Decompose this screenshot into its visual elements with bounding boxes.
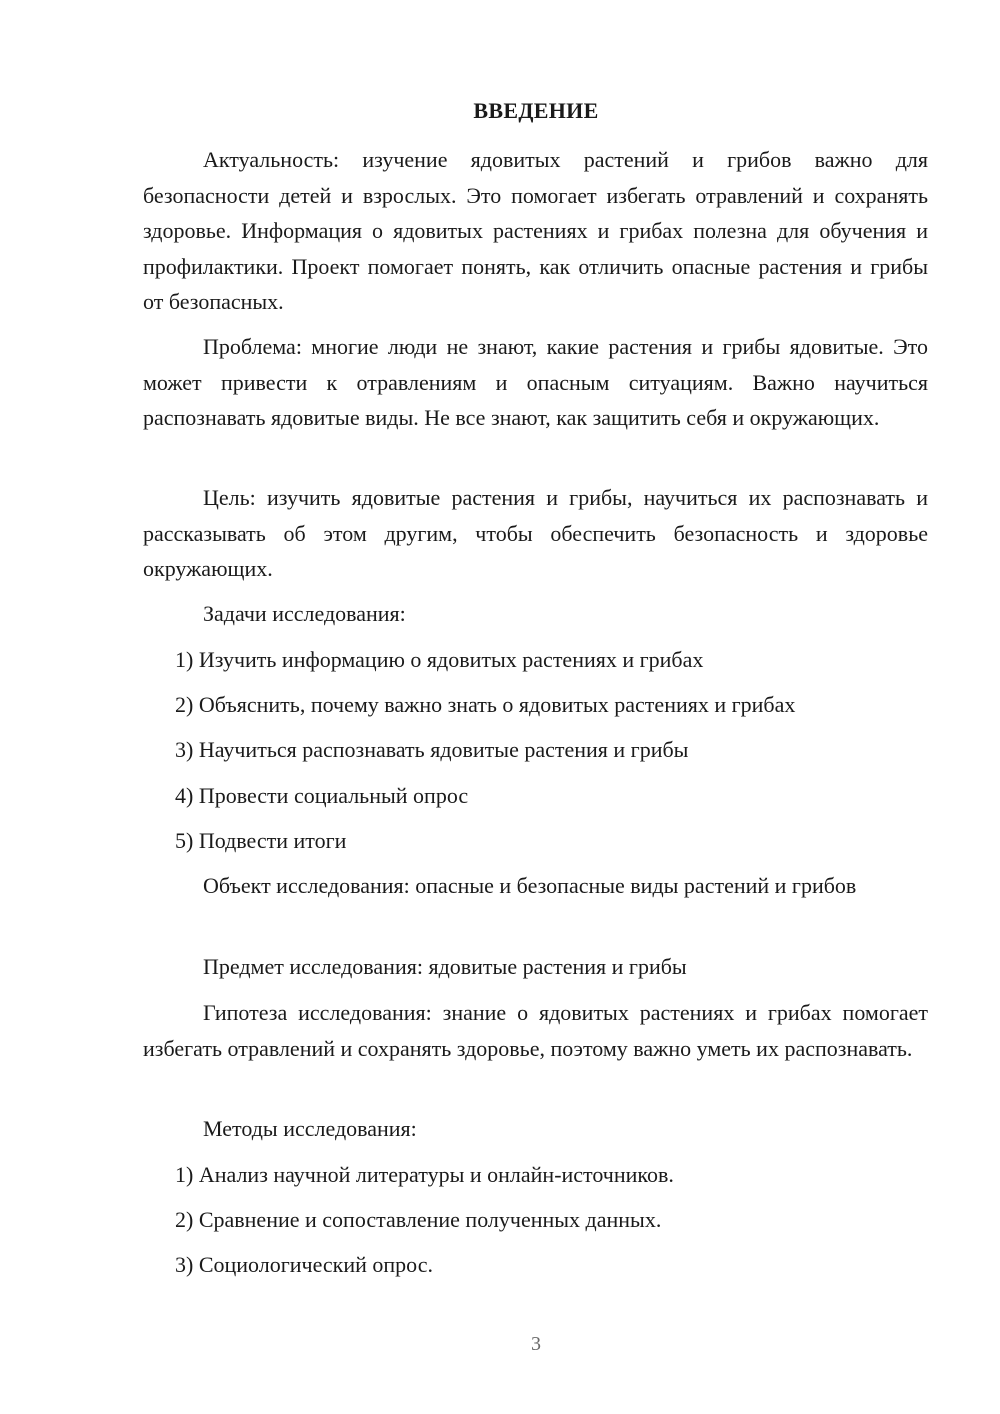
problem-paragraph: Проблема: многие люди не знают, какие растения и грибы ядовитые. Это может привести к отравлениям и опасным ситуациям. Важно научиться распознавать ядовитые виды. Не все знают, как защитить себя и окружающих. [143, 334, 928, 430]
relevance-paragraph: Актуальность: изучение ядовитых растений и грибов важно для безопасности детей и взрослых. Это помогает избегать отравлений и сохранять здоровье. Информация о ядовитых растениях и грибах полезна для обучения и профилактики. Проект помогает понять, как отличить опасные растения и грибы от безопасных. [143, 147, 928, 314]
task-item-2: 2) Объяснить, почему важно знать о ядовитых растениях и грибах [175, 692, 796, 717]
task-item-3: 3) Научиться распознавать ядовитые растения и грибы [175, 737, 689, 762]
task-item-4: 4) Провести социальный опрос [175, 783, 469, 808]
task-item-5: 5) Подвести итоги [175, 828, 347, 853]
subject-paragraph: Предмет исследования: ядовитые растения и грибы [203, 954, 687, 979]
method-item-3: 3) Социологический опрос. [175, 1252, 433, 1277]
hypothesis-paragraph: Гипотеза исследования: знание о ядовитых растениях и грибах помогает избегать отравлений и сохранять здоровье, поэтому важно уметь их распознавать. [143, 1000, 928, 1061]
object-paragraph: Объект исследования: опасные и безопасные виды растений и грибов [203, 873, 857, 898]
method-item-1: 1) Анализ научной литературы и онлайн-источников. [175, 1162, 674, 1187]
tasks-heading: Задачи исследования: [203, 601, 406, 626]
page-title: ВВЕДЕНИЕ [473, 98, 599, 123]
page-number: 3 [531, 1333, 541, 1355]
methods-heading: Методы исследования: [203, 1116, 417, 1141]
method-item-2: 2) Сравнение и сопоставление полученных данных. [175, 1207, 662, 1232]
task-item-1: 1) Изучить информацию о ядовитых растениях и грибах [175, 647, 704, 672]
goal-paragraph: Цель: изучить ядовитые растения и грибы, научиться их распознавать и рассказывать об этом другим, чтобы обеспечить безопасность и здоровье окружающих. [143, 485, 928, 581]
